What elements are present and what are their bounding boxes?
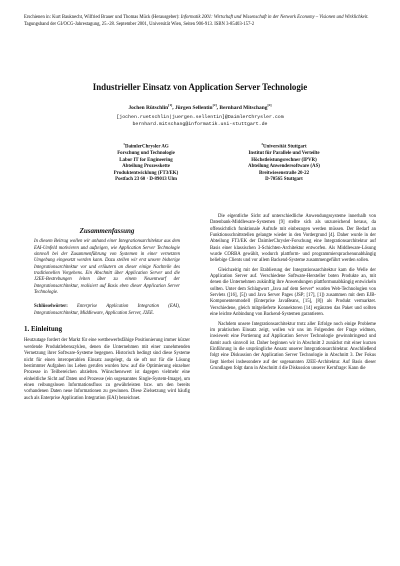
affil-left-line: Forschung und Technologie [117,151,175,157]
keywords-label: Schlüsselwörter: [34,304,68,310]
affil-right-line: D-70565 Stuttgart [265,177,303,183]
affil-right-line: Abteilung Anwendersoftware (AS) [248,164,320,170]
affil-right-line: Universität Stuttgart [263,144,307,150]
left-column [24,228,190,405]
author-2-affil: [2] [212,103,217,107]
affil-left-line: DaimlerChrysler AG [124,144,169,150]
publication-note [24,15,376,28]
email-line-2: bernhard.mitschang@informatik.uni-stuttgart.de [132,122,268,127]
right-column [210,214,376,375]
affil-right-line: Institut für Parallele und Verteilte [248,151,320,157]
paper-title: Industrieller Einsatz von Application Server Technologie [92,82,308,92]
keywords-text: Enterprise Application Integration (EAI), Integrationsarchitektur, Middleware, Application Server, J2EE. [34,304,180,316]
author-emails [0,114,400,128]
publication-note-part2: Informatik 2001: Wirtschaft und Wissenschaft in der Network Economy – Visionen und Wirklichkeit. [180,15,369,20]
author-1-affil: [1] [168,103,173,107]
affil-left-line: Abteilung Prozesskette [122,164,170,170]
publication-note-part1: Erschienen in: Kurt Bauknecht, Wilfried Brauer und Thomas Mück (Herausgeber): [24,15,181,20]
abstract-heading: Zusammenfassung [79,227,135,235]
affil-right-line: Höchstleistungsrechner (IPVR) [251,157,317,163]
author-3: Bernhard Mitschang [219,104,268,111]
author-1: Jochen Rütschlin [128,104,169,111]
right-paragraph-3: Nachdem unsere Integrationsarchitektur trotz aller Erfolge noch einige Probleme im praktischen Einsatz zeigt, wollen wir uns im Folgenden der Frage widmen, inwieweit eine Portierung auf Application Server Technologie gewinnbringend und damit auch sinnvoll ist. Daher beginnen wir in Abschnitt 2 zunächst mit einer kurzen Einführung in die ursprüngliche Ansatz unserer Integrationsarchitektur. Anschließend folgt eine Diskussion der Application Server Technologie in Abschnitt 3. Der Fokus liegt hierbei insbesondere auf der sogenannten J2EE-Architektur. Auf Basis dieser Grundlagen folgt dann in Abschnitt 4 die Diskussion unserer Kernfrage: Kann die [210,321,376,371]
affiliation-daimlerchrysler [76,141,216,184]
affil-right-sup: 2 [261,142,264,146]
affil-right-line: Breitwiesenstraße 20-22 [258,170,310,176]
right-paragraph-1: Die eigentliche Sicht auf unterschiedliche Anwendungssysteme innerhalb von Datenbank-Middleware-Systemen [9] stellte sich als unzureichend heraus, da offensichtlich funktionale Aufrufe mit einbezogen werden müssen. Der Bedarf an Funktionsschnittstellen gelangte wieder in den Vordergrund [4]. Daher wurde in der Abteilung FT3/EK der DaimlerChrysler-Forschung eine Integrationsarchitektur auf Basis einer klassischen 3-Schichten-Architektur entworfen. Als Middleware-Lösung wurde CORBA gewählt, wodurch plattform- und programmiersprachenunabhängig beliebige Clients und vor allem Backend-Systeme zusammengeführt werden sollen. [210,214,376,264]
affil-left-line: Produktentwicklung (FT3/EK) [113,170,179,176]
affil-left-sup: 1 [123,142,125,146]
keywords [34,304,180,317]
right-paragraph-2: Gleichzeitig mit der Etablierung der Integrationsarchitektur kam die Welle der Application Server auf. Verschiedene Software-Hersteller boten Produkte an, mit denen die Unternehmen zukünftig ihre Anwendungen plattformunabhängig entwickeln sollten. Unter dem Schlagwort „Java auf dem Server“ wurden Web-Technologien von Servlets ([16], [5]) und Java Server Pages (JSP; [17], [1]) zusammen mit dem EJB-Komponentenmodell (Enterprise JavaBeans, [15], [8]) als Produkt vermarktet. Verschiedene, gleich mitgelieferte Konnektoren [14] ergänzten das Paket und sollten eine leichte Anbindung von Backend-Systemen garantieren. [210,267,376,318]
affiliation-uni-stuttgart [214,141,354,184]
affil-left-line: Postfach 23 60 · D-89013 Ulm [115,177,177,183]
affil-left-line: Labor IT for Engineering [119,157,173,163]
author-list: Jochen Rütschlin[1], Jürgen Sellentin[2], Bernhard Mitschang[2] [128,103,272,111]
publication-note-part3: Tagungsband der GI/OCG-Jahrestagung, 25.-28. September 2001, Universität Wien, Seiten 906-913. ISBN 3-85403-157-2 [24,21,255,27]
section-1-paragraph: Heutzutage fordert der Markt für eine wettbewerbsfähige Positionierung immer kürzer werdende Produktlebenszyklen, denen die Unternehmen mit einer zunehmenden Vernetzung ihrer Software-Systeme begegnen. Historisch bedingt sind diese Systeme nicht für einen interoperablen Einsatz ausgelegt, da sie oft nur für die Lösung bestimmter Aufgaben ins Leben gerufen wurden bzw. auf die Optimierung einzelner Prozesse in Teilbereichen abzielten. Wünschenswert ist dagegen vielmehr eine einheitliche Sicht auf Daten und Prozesse (ein sogenanntes Single-System-Image), um einen reibungslosen Informationsfluss zu gewährleisten bzw. um den bereits vorhandenen Daten neue Informationen zu gewinnen. Diese Zielsetzung wird häufig auch als Enterprise Application Integration (EAI) bezeichnet. [24,338,190,401]
abstract-text: In diesem Beitrag wollen wir anhand einer Integrationsarchitektur aus dem EAI-Umfeld motivieren und aufzeigen, wie Application Server Technologie sinnvoll bei der Zusammenführung von Systemen in einer vernetzten Umgebung eingesetzt werden kann. Dazu stellen wir erst unsere bisherige Integrationsarchitektur vor und erläutern an dieser einige Nachteile des traditionellen Vorgehens. Ein Abschnitt über Application Server und die J2EE-Bestrebungen leiten über zu einem Neuentwurf der Integrationsarchitektur, realisiert auf Basis eben dieser Application Server Technologie. [34,239,180,296]
author-2: Jürgen Sellentin [174,104,213,111]
section-1-heading: 1. Einleitung [24,325,63,334]
email-line-1: [jochen.ruetschlin|juergen.sellentin]@DaimlerChrysler.com [116,115,284,120]
author-3-affil: [2] [267,103,272,107]
